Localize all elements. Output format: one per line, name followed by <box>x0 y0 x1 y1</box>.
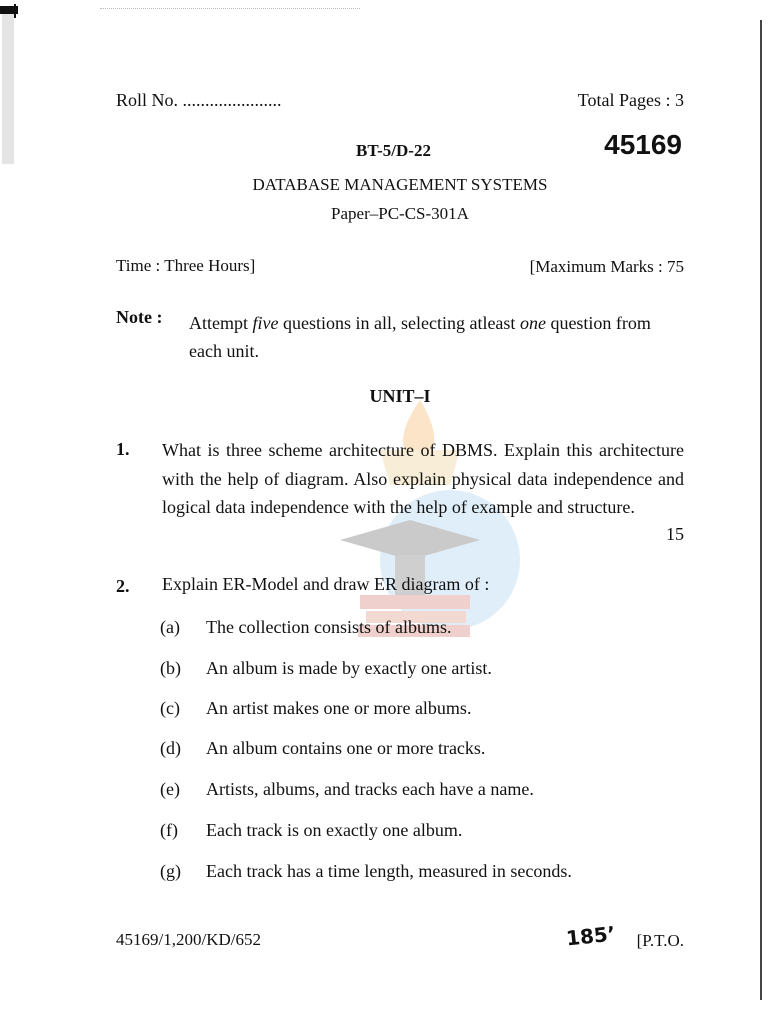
question-2-item-g <box>160 861 680 882</box>
sub-item-label: (d) <box>160 738 181 758</box>
question-2-item-d <box>160 738 680 759</box>
note-text-part: questions in all, selecting atleast <box>278 313 520 333</box>
scan-right-edge <box>760 20 762 1000</box>
paper-number: 45169 <box>604 129 682 160</box>
footer-code: 45169/1,200/KD/652 <box>116 930 261 949</box>
exam-code: BT-5/D-22 <box>356 141 431 160</box>
question-1-marks: 15 <box>666 524 684 544</box>
question-2-item-f <box>160 820 680 841</box>
sub-item-text: Each track is on exactly one album. <box>206 820 463 840</box>
scan-edge-artifact <box>0 0 22 180</box>
note-label: Note : <box>116 307 163 327</box>
note-text-part: Attempt <box>189 313 253 333</box>
paper-code: Paper–PC-CS-301A <box>331 204 469 223</box>
sub-item-text: The collection consists of albums. <box>206 617 452 637</box>
unit-heading: UNIT–I <box>369 386 431 406</box>
sub-item-label: (e) <box>160 779 180 799</box>
sub-item-label: (f) <box>160 820 178 840</box>
question-1-text: What is three scheme architecture of DBMS. Explain this architecture with the help of diagram. Also explain physical data independence and logical data independence with the help of example and structure. <box>162 440 684 517</box>
question-2-number: 2. <box>116 576 130 596</box>
sub-item-text: Artists, albums, and tracks each have a name. <box>206 779 534 799</box>
sub-item-label: (b) <box>160 658 181 678</box>
sub-item-label: (g) <box>160 861 181 881</box>
question-2-item-a <box>160 617 680 638</box>
note-emphasis-one: one <box>519 313 546 333</box>
question-2-item-c <box>160 698 680 719</box>
sub-item-label: (a) <box>160 617 180 637</box>
question-1-number: 1. <box>116 439 130 459</box>
sub-item-label: (c) <box>160 698 180 718</box>
question-2-item-e <box>160 779 680 800</box>
note-emphasis-five: five <box>252 313 279 333</box>
roll-number-field: Roll No. ...................... <box>116 90 282 110</box>
note-text <box>189 309 684 365</box>
sub-item-text: Each track has a time length, measured in seconds. <box>206 861 572 881</box>
maximum-marks: [Maximum Marks : 75 <box>529 257 684 276</box>
sub-item-text: An album contains one or more tracks. <box>206 738 486 758</box>
total-pages: Total Pages : 3 <box>577 90 684 110</box>
question-2-text: Explain ER-Model and draw ER diagram of : <box>162 574 490 594</box>
paper-title: DATABASE MANAGEMENT SYSTEMS <box>252 175 548 194</box>
note-text-part: question from each unit. <box>189 313 651 361</box>
time-allowed: Time : Three Hours] <box>116 256 256 275</box>
please-turn-over: [P.T.O. <box>636 931 684 950</box>
sub-item-text: An artist makes one or more albums. <box>206 698 472 718</box>
handwritten-note: 185’ <box>564 921 617 951</box>
scan-top-artifact <box>100 8 360 10</box>
question-2-item-b <box>160 658 680 679</box>
sub-item-text: An album is made by exactly one artist. <box>206 658 492 678</box>
